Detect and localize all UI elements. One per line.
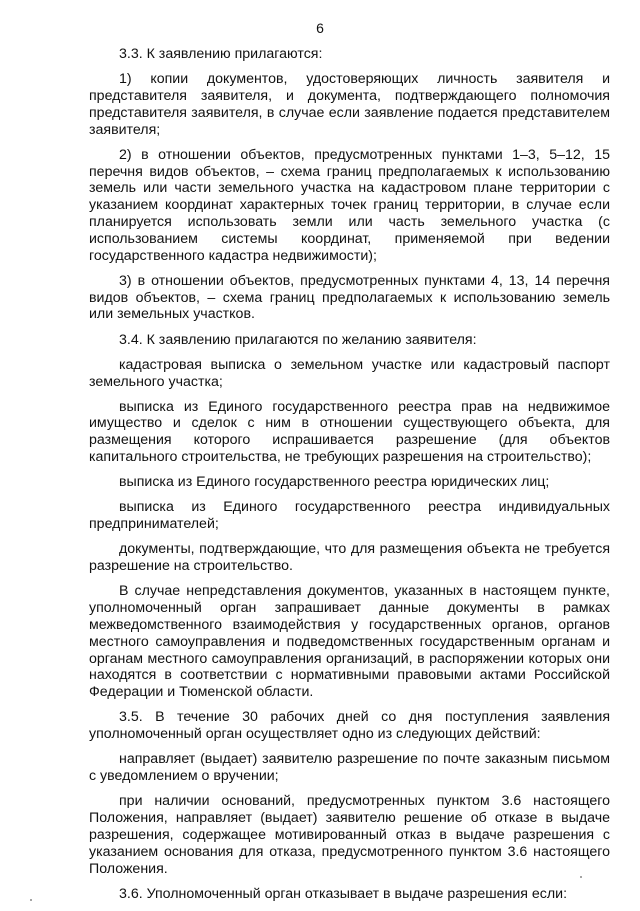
scan-speck: [30, 899, 32, 901]
paragraph-3-4-heading: 3.4. К заявлению прилагаются по желанию заявителя:: [119, 331, 477, 348]
page-number: 6: [316, 20, 324, 36]
paragraph-3-4-interagency: В случае непредставления документов, указанных в настоящем пункте, уполномоченный орган запрашивает данные документы в рамках межведомственного взаимодействия у государственных органов, органов местного самоуправления и подведомственных государственным органам и органам местного самоуправления организаций, в распоряжении которых они находятся в соответствии с нормативными правовыми актами Российской Федерации и Тюменской области.: [89, 583, 610, 701]
scan-speck: [580, 876, 582, 878]
paragraph-3-3-item-2: 2) в отношении объектов, предусмотренных пунктами 1–3, 5–12, 15 перечня видов объектов, – схема границ предполагаемых к использованию земель или части земельного участка на кадастровом плане территории с указанием координат характерных точек границ территории, в случае если планируется использовать земли или часть земельного участка (с использованием системы координат, применяемой при ведении государственного кадастра недвижимости);: [89, 146, 610, 264]
paragraph-3-4-item-no-permit: документы, подтверждающие, что для размещения объекта не требуется разрешение на строительство.: [89, 541, 610, 575]
paragraph-3-3-item-1: 1) копии документов, удостоверяющих личность заявителя и представителя заявителя, и документа, подтверждающего полномочия представителя заявителя, в случае если заявление подается представителем заявителя;: [89, 71, 610, 138]
paragraph-3-4-item-egrp: выписка из Единого государственного реестра прав на недвижимое имущество и сделок с ним в отношении существующего объекта, для размещения которого испрашивается разрешение (для объектов капитального строительства, не требующих разрешения на строительство);: [89, 398, 610, 466]
paragraph-3-3-item-3: 3) в отношении объектов, предусмотренных пунктами 4, 13, 14 перечня видов объектов, – схема границ предполагаемых к использованию земель или земельных участков.: [89, 272, 610, 323]
paragraph-3-5-item-refusal: при наличии оснований, предусмотренных пунктом 3.6 настоящего Положения, направляет (выдает) заявителю решение об отказе в выдаче разрешения, содержащее мотивированный отказ в выдаче разрешения с указанием основания для отказа, предусмотренного пунктом 3.6 настоящего Положения.: [89, 793, 610, 877]
paragraph-3-4-item-cadastral: кадастровая выписка о земельном участке или кадастровый паспорт земельного участка;: [89, 356, 610, 390]
paragraph-3-4-item-egrul: выписка из Единого государственного реестра юридических лиц;: [119, 474, 550, 491]
paragraph-3-4-item-egrip: выписка из Единого государственного реестра индивидуальных предпринимателей;: [89, 499, 610, 533]
paragraph-3-5-heading: 3.5. В течение 30 рабочих дней со дня поступления заявления уполномоченный орган осуществляет одно из следующих действий:: [89, 709, 610, 743]
paragraph-3-5-item-issue: направляет (выдает) заявителю разрешение по почте заказным письмом с уведомлением о вручении;: [89, 751, 610, 785]
document-body: [89, 46, 610, 911]
paragraph-3-3-heading: 3.3. К заявлению прилагаются:: [119, 46, 323, 62]
paragraph-3-6-heading: 3.6. Уполномоченный орган отказывает в выдаче разрешения если:: [119, 885, 568, 902]
